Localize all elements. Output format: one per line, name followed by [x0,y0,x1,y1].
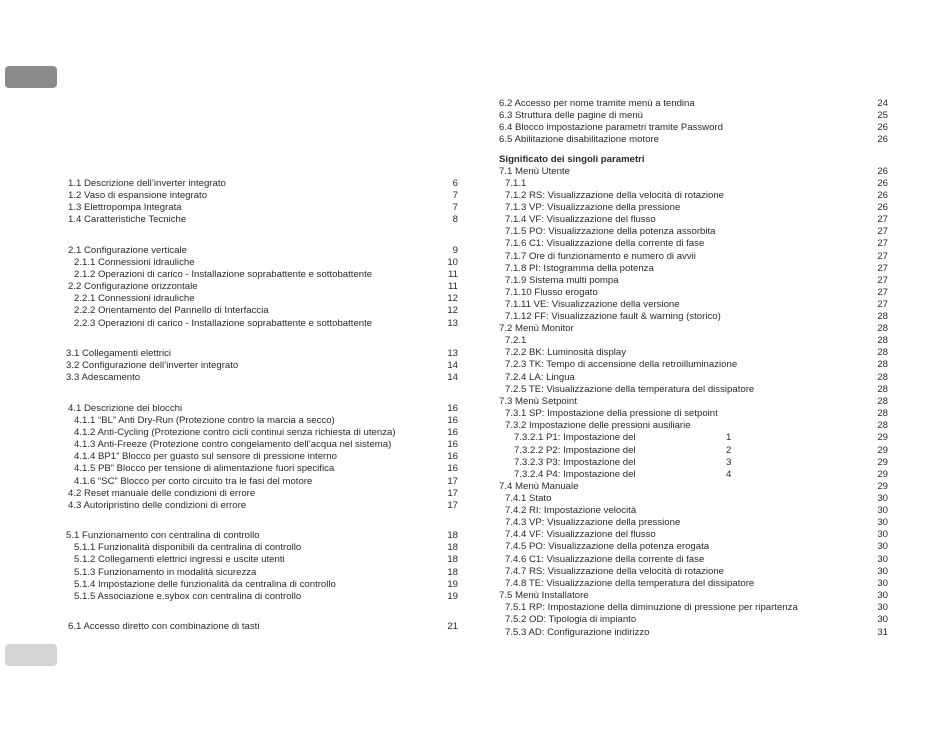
toc-entry-page: 9 [452,245,458,256]
toc-entry-title: 6.5 Abilitazione disabilitazione motore [499,134,659,145]
toc-entry-title: 7.3.2.3 P3: Impostazione del [514,457,636,468]
toc-entry-title: 7.3.2.2 P2: Impostazione del [514,445,636,456]
toc-entry-page: 21 [447,621,458,632]
toc-entry [499,190,888,202]
toc-entry-title: 7.2.2 BK: Luminosità display [505,347,627,358]
toc-entry [68,281,458,293]
toc-entry-page: 10 [447,257,458,268]
toc-entry [68,305,458,317]
toc-entry-title: 7.1.11 VE: Visualizzazione della versione [505,299,680,310]
toc-entry-title: 4.3 Autoripristino delle condizioni di errore [68,500,247,511]
toc-entry [499,263,888,275]
toc-entry [68,500,458,512]
toc-entry [68,488,458,500]
toc-entry-title: 7.1.5 PO: Visualizzazione della potenza assorbita [505,226,716,237]
toc-entry-page: 30 [877,566,888,577]
toc-entry-title: 7.4.4 VF: Visualizzazione del flusso [505,529,656,540]
toc-entry [499,299,888,311]
toc-entry [499,178,888,190]
toc-entry-title: 7.1.2 RS: Visualizzazione della velocità di rotazione [505,190,725,201]
toc-entry-title: 1.4 Caratteristiche Tecniche [68,214,187,225]
toc-entry-title: 4.2 Reset manuale delle condizioni di errore [68,488,256,499]
toc-entry-page: 31 [877,627,888,638]
toc-entry-title: 4.1 Descrizione dei blocchi [68,403,183,414]
toc-entry [499,347,888,359]
toc-entry [499,457,888,469]
toc-entry-page: 28 [877,335,888,346]
toc-entry [499,335,888,347]
toc-entry-page: 16 [447,463,458,474]
toc-entry-number: 4 [726,469,732,480]
toc-entry-page: 27 [877,251,888,262]
toc-entry-page: 17 [447,476,458,487]
toc-entry-title: 7.4.6 C1: Visualizzazione della corrente di fase [505,554,705,565]
toc-entry-title: 7.1.9 Sistema multi pompa [505,275,619,286]
toc-entry-title: 7.4.5 PO: Visualizzazione della potenza erogata [505,541,710,552]
toc-entry-title: 5.1.3 Funzionamento in modalità sicurezza [74,567,257,578]
toc-entry-title: 7.1.7 Ore di funzionamento e numero di avvii [505,251,696,262]
toc-entry-title: 7.4.1 Stato [505,493,552,504]
toc-entry-page: 19 [447,579,458,590]
toc-entry-number: 2 [726,445,732,456]
toc-entry-title: 7.3 Menù Setpoint [499,396,577,407]
toc-entry [499,359,888,371]
toc-entry [499,311,888,323]
toc-entry-title: 1.2 Vaso di espansione integrato [68,190,208,201]
toc-entry [68,372,458,384]
toc-entry-title: 7.5.3 AD: Configurazione indirizzo [505,627,650,638]
toc-entry [499,323,888,335]
toc-entry [499,614,888,626]
toc-entry-page: 26 [877,190,888,201]
toc-entry-page: 30 [877,541,888,552]
toc-entry-page: 30 [877,578,888,589]
toc-entry-title: 7.1 Menù Utente [499,166,570,177]
toc-entry [499,469,888,481]
toc-entry-title: 7.1.3 VP: Visualizzazione della pressione [505,202,681,213]
toc-entry-page: 7 [452,190,458,201]
toc-entry-page: 12 [447,293,458,304]
toc-entry [499,541,888,553]
section-tab-top [5,66,57,88]
toc-entry-title: 2.1.1 Connessioni idrauliche [74,257,195,268]
toc-entry-page: 27 [877,263,888,274]
toc-entry [68,257,458,269]
toc-entry-title: 2.1.2 Operazioni di carico - Installazione soprabattente e sottobattente [74,269,373,280]
toc-entry-page: 29 [877,469,888,480]
toc-entry [499,517,888,529]
toc-entry-title: 4.1.1 “BL” Anti Dry-Run (Protezione contro la marcia a secco) [74,415,335,426]
toc-entry-title: 4.1.4 BP1” Blocco per guasto sul sensore di pressione interno [74,451,337,462]
toc-entry-title: 4.1.5 PB” Blocco per tensione di alimentazione fuori specifica [74,463,335,474]
toc-entry [499,122,888,134]
toc-entry-page: 18 [447,542,458,553]
toc-entry [68,293,458,305]
toc-entry-page: 26 [877,134,888,145]
toc-entry [68,269,458,281]
toc-entry [68,403,458,415]
toc-entry-page: 16 [447,427,458,438]
toc-entry [499,554,888,566]
toc-entry [68,579,458,591]
toc-entry [68,439,458,451]
toc-entry-page: 29 [877,445,888,456]
toc-entry [68,415,458,427]
toc-entry-page: 29 [877,432,888,443]
toc-entry [499,627,888,639]
toc-entry-page: 26 [877,202,888,213]
toc-entry [68,621,458,633]
toc-entry-title: 1.3 Elettropompa Integrata [68,202,182,213]
toc-entry [68,554,458,566]
toc-entry-page: 26 [877,122,888,133]
toc-entry-title: 5.1.5 Associazione e.sybox con centralina di controllo [74,591,302,602]
toc-entry-title: 7.3.2.1 P1: Impostazione del [514,432,636,443]
toc-entry-page: 28 [877,420,888,431]
toc-entry-page: 27 [877,275,888,286]
toc-entry-page: 28 [877,384,888,395]
toc-entry-title: 7.1.1 [505,178,527,189]
toc-entry-page: 16 [447,451,458,462]
toc-entry-title: 7.3.2 Impostazione delle pressioni ausiliarie [505,420,691,431]
toc-entry-page: 28 [877,347,888,358]
toc-entry-page: 30 [877,505,888,516]
toc-entry [68,348,458,360]
toc-entry [499,238,888,250]
toc-entry [68,318,458,330]
toc-entry [499,578,888,590]
toc-entry-page: 17 [447,488,458,499]
toc-entry-page: 30 [877,614,888,625]
toc-entry [499,287,888,299]
toc-entry-title: 5.1.2 Collegamenti elettrici ingressi e uscite utenti [74,554,285,565]
toc-entry [68,451,458,463]
toc-entry-title: 7.5 Menù Installatore [499,590,589,601]
toc-entry-page: 26 [877,166,888,177]
toc-entry [499,202,888,214]
toc-entry-page: 12 [447,305,458,316]
toc-entry-title: 7.4 Menù Manuale [499,481,579,492]
toc-entry [68,476,458,488]
toc-entry [499,420,888,432]
toc-entry-title: 3.2 Configurazione dell’inverter integrato [66,360,239,371]
toc-entry [68,245,458,257]
toc-entry-title: 7.4.3 VP: Visualizzazione della pressione [505,517,681,528]
toc-entry-page: 30 [877,493,888,504]
toc-entry [499,529,888,541]
toc-entry-page: 27 [877,238,888,249]
toc-entry-title: 7.2.3 TK: Tempo di accensione della retroilluminazione [505,359,738,370]
toc-entry-title: 7.1.10 Flusso erogato [505,287,598,298]
toc-entry-page: 27 [877,287,888,298]
toc-entry-title: 7.3.2.4 P4: Impostazione del [514,469,636,480]
toc-entry [68,202,458,214]
toc-entry-page: 14 [447,372,458,383]
toc-entry [68,542,458,554]
toc-entry-title: 1.1 Descrizione dell’inverter integrato [68,178,226,189]
toc-entry [499,275,888,287]
toc-entry-title: 4.1.3 Anti-Freeze (Protezione contro congelamento dell’acqua nel sistema) [74,439,392,450]
toc-entry-page: 30 [877,529,888,540]
toc-entry [499,505,888,517]
toc-entry-title: 7.5.2 OD: Tipologia di impianto [505,614,637,625]
toc-entry-page: 18 [447,530,458,541]
toc-entry-title: 7.2 Menù Monitor [499,323,574,334]
toc-entry [499,214,888,226]
toc-entry-page: 28 [877,359,888,370]
toc-entry [68,214,458,226]
toc-entry [68,427,458,439]
toc-entry-page: 13 [447,348,458,359]
section-tab-bottom [5,644,57,666]
toc-entry-title: 7.2.5 TE: Visualizzazione della temperatura del dissipatore [505,384,755,395]
toc-entry [499,251,888,263]
toc-entry [499,493,888,505]
toc-entry-title: 7.1.6 C1: Visualizzazione della corrente di fase [505,238,705,249]
toc-entry-title: 2.2 Configurazione orizzontale [68,281,198,292]
toc-entry-title: 2.2.1 Connessioni idrauliche [74,293,195,304]
toc-entry-page: 27 [877,226,888,237]
toc-entry-page: 19 [447,591,458,602]
toc-entry-title: 2.1 Configurazione verticale [68,245,187,256]
toc-entry-page: 13 [447,318,458,329]
toc-entry-page: 30 [877,554,888,565]
toc-entry [499,134,888,146]
toc-entry-title: 6.2 Accesso per nome tramite menù a tendina [499,98,695,109]
toc-entry-page: 11 [448,269,458,280]
toc-entry-title: 4.1.2 Anti-Cycling (Protezione contro cicli continui senza richiesta di utenza) [74,427,396,438]
toc-entry [68,463,458,475]
toc-entry [68,567,458,579]
toc-entry-page: 28 [877,372,888,383]
toc-entry-title: 7.2.1 [505,335,527,346]
toc-entry-page: 11 [448,281,458,292]
toc-entry [499,432,888,444]
toc-entry-title: 3.3 Adescamento [66,372,141,383]
toc-entry-page: 26 [877,178,888,189]
toc-entry-page: 28 [877,323,888,334]
toc-entry-page: 24 [877,98,888,109]
toc-entry-page: 16 [447,415,458,426]
toc-entry [68,530,458,542]
toc-entry-title: 5.1 Funzionamento con centralina di controllo [66,530,260,541]
toc-entry [499,166,888,178]
toc-entry-title: 5.1.1 Funzionalità disponibili da centralina di controllo [74,542,302,553]
toc-entry-page: 30 [877,602,888,613]
toc-entry [499,445,888,457]
toc-entry [499,481,888,493]
toc-entry-page: 14 [447,360,458,371]
toc-entry-title: Significato dei singoli parametri [499,154,645,165]
toc-entry-page: 27 [877,214,888,225]
toc-entry-page: 29 [877,481,888,492]
toc-entry [499,396,888,408]
toc-entry [499,566,888,578]
toc-entry [499,372,888,384]
toc-entry-page: 25 [877,110,888,121]
toc-entry-title: 2.2.3 Operazioni di carico - Installazione soprabattente e sottobattente [74,318,373,329]
toc-entry [499,408,888,420]
toc-entry-page: 18 [447,567,458,578]
toc-entry-page: 28 [877,311,888,322]
toc-entry [68,190,458,202]
toc-entry-title: 5.1.4 Impostazione delle funzionalità da centralina di controllo [74,579,336,590]
toc-entry-number: 3 [726,457,732,468]
toc-entry-title: 7.4.2 RI: Impostazione velocità [505,505,637,516]
toc-entry-page: 28 [877,408,888,419]
toc-entry [499,590,888,602]
toc-entry-title: 7.1.4 VF: Visualizzazione del flusso [505,214,656,225]
toc-entry [68,178,458,190]
toc-entry-title: 7.1.8 PI: Istogramma della potenza [505,263,654,274]
toc-entry-title: 7.2.4 LA: Lingua [505,372,575,383]
toc-entry-page: 27 [877,299,888,310]
toc-entry-title: 7.5.1 RP: Impostazione della diminuzione di pressione per ripartenza [505,602,798,613]
toc-entry-title: 2.2.2 Orientamento del Pannello di Interfaccia [74,305,269,316]
toc-entry-title: 6.3 Struttura delle pagine di menù [499,110,643,121]
toc-entry-page: 30 [877,517,888,528]
toc-entry-title: 7.4.7 RS: Visualizzazione della velocità di rotazione [505,566,725,577]
toc-entry [499,154,888,166]
toc-entry-page: 16 [447,403,458,414]
toc-entry [499,602,888,614]
toc-entry [499,98,888,110]
toc-entry-title: 6.1 Accesso diretto con combinazione di tasti [68,621,260,632]
toc-entry-number: 1 [726,432,732,443]
toc-entry-title: 7.1.12 FF: Visualizzazione fault & warning (storico) [505,311,721,322]
toc-entry-page: 28 [877,396,888,407]
toc-entry-page: 16 [447,439,458,450]
toc-entry-page: 17 [447,500,458,511]
toc-entry-title: 6.4 Blocco impostazione parametri tramite Password [499,122,723,133]
toc-entry [68,591,458,603]
toc-entry-page: 18 [447,554,458,565]
toc-entry-page: 8 [452,214,458,225]
toc-entry-title: 7.4.8 TE: Visualizzazione della temperatura del dissipatore [505,578,755,589]
toc-entry-title: 3.1 Collegamenti elettrici [66,348,172,359]
toc-entry-page: 6 [452,178,458,189]
toc-entry-page: 29 [877,457,888,468]
toc-entry [499,110,888,122]
toc-entry-page: 30 [877,590,888,601]
toc-entry-title: 7.3.1 SP: Impostazione della pressione di setpoint [505,408,718,419]
toc-entry [499,226,888,238]
toc-entry-title: 4.1.6 “SC” Blocco per corto circuito tra le fasi del motore [74,476,313,487]
toc-entry-page: 7 [452,202,458,213]
toc-entry [68,360,458,372]
toc-entry [499,384,888,396]
